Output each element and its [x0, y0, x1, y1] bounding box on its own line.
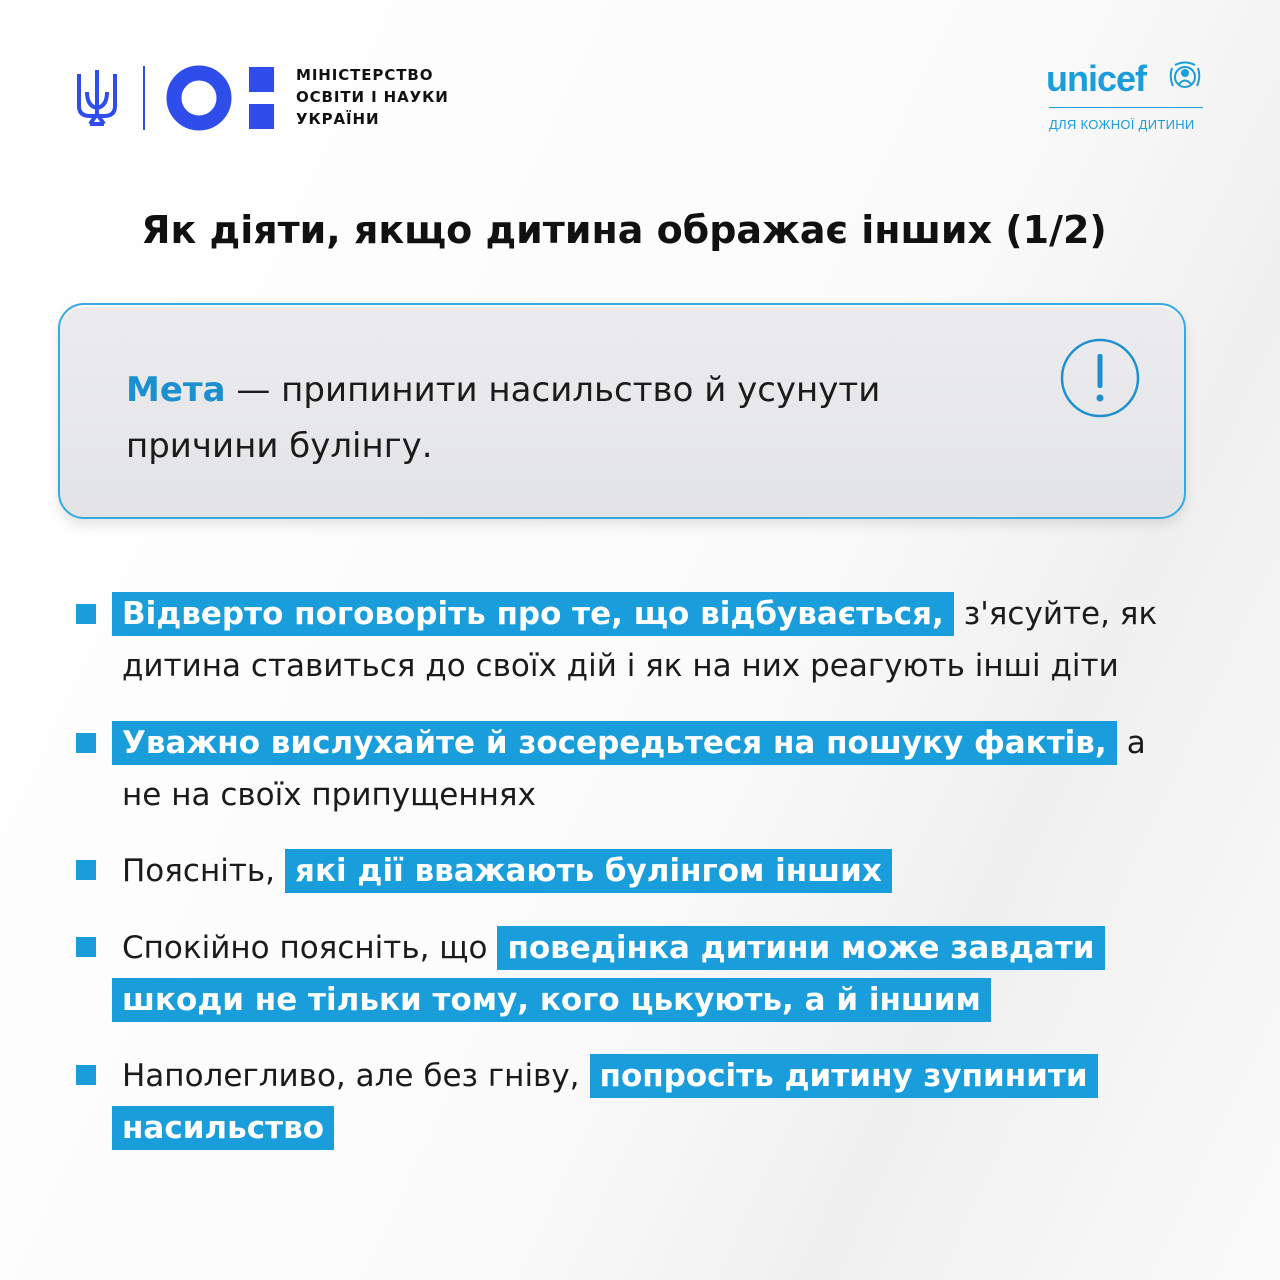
exclamation-circle-icon — [1060, 338, 1140, 418]
tip-4-text: Спокійно поясніть, що — [122, 930, 488, 966]
tip-5-line-1 — [112, 1054, 1098, 1098]
page-title: Як діяти, якщо дитина ображає інших (1/2) — [141, 208, 1107, 252]
tip-2-continuation: не на своїх припущеннях — [122, 777, 536, 813]
tip-bullet — [76, 1065, 96, 1085]
tip-2-line-1 — [112, 721, 1146, 765]
tip-bullet — [76, 733, 96, 753]
ministry-name-line-1: МІНІСТЕРСТВО — [296, 66, 434, 84]
tip-bullet — [76, 860, 96, 880]
tip-2-highlight: Уважно вислухайте й зосередьтеся на пошуку фактів, — [112, 721, 1117, 765]
tip-4-highlight: поведінка дитини може завдати — [497, 926, 1104, 970]
unicef-wordmark: unicef — [1046, 58, 1147, 99]
tip-3-text: Поясніть, — [122, 853, 276, 889]
tip-1-text: з'ясуйте, як — [963, 596, 1158, 632]
ministry-name-line-2: ОСВІТИ І НАУКИ — [296, 88, 449, 106]
tip-5-highlight: попросіть дитину зупинити — [590, 1054, 1098, 1098]
tip-1-highlight: Відверто поговоріть про те, що відбувається, — [112, 592, 954, 636]
tip-3-line-1 — [112, 849, 892, 893]
tip-bullet — [76, 937, 96, 957]
tip-5-highlight-continued: насильство — [112, 1106, 334, 1150]
tip-4-line-1 — [112, 926, 1105, 970]
ministry-name — [296, 64, 496, 130]
tip-4-line-2 — [112, 978, 991, 1022]
goal-text — [126, 362, 1006, 474]
tip-5-line-2 — [112, 1106, 334, 1150]
goal-line-1: — припинити насильство й усунути — [225, 370, 881, 410]
tip-2-line-2 — [112, 773, 536, 817]
ministry-logo-icon — [166, 64, 276, 132]
unicef-emblem-icon — [1168, 60, 1202, 94]
header-divider — [143, 66, 145, 130]
unicef-logo — [1046, 56, 1208, 102]
tip-1-continuation: дитина ставиться до своїх дій і як на них реагують інші діти — [122, 648, 1119, 684]
unicef-divider — [1049, 107, 1203, 108]
tip-bullet — [76, 604, 96, 624]
goal-keyword: Мета — [126, 370, 226, 410]
tip-1-line-2 — [112, 644, 1119, 688]
tip-3-highlight: які дії вважають булінгом інших — [285, 849, 892, 893]
goal-line-2: причини булінгу. — [126, 426, 433, 466]
tip-2-text: а — [1126, 725, 1146, 761]
tip-4-highlight-continued: шкоди не тільки тому, кого цькують, а й іншим — [112, 978, 991, 1022]
tip-1-line-1 — [112, 592, 1157, 636]
ministry-name-line-3: УКРАЇНИ — [296, 110, 380, 128]
unicef-tagline: ДЛЯ КОЖНОЇ ДИТИНИ — [1049, 117, 1195, 132]
tip-5-text: Наполегливо, але без гніву, — [122, 1058, 580, 1094]
ukraine-trident-icon — [74, 66, 120, 132]
goal-card — [58, 303, 1186, 519]
